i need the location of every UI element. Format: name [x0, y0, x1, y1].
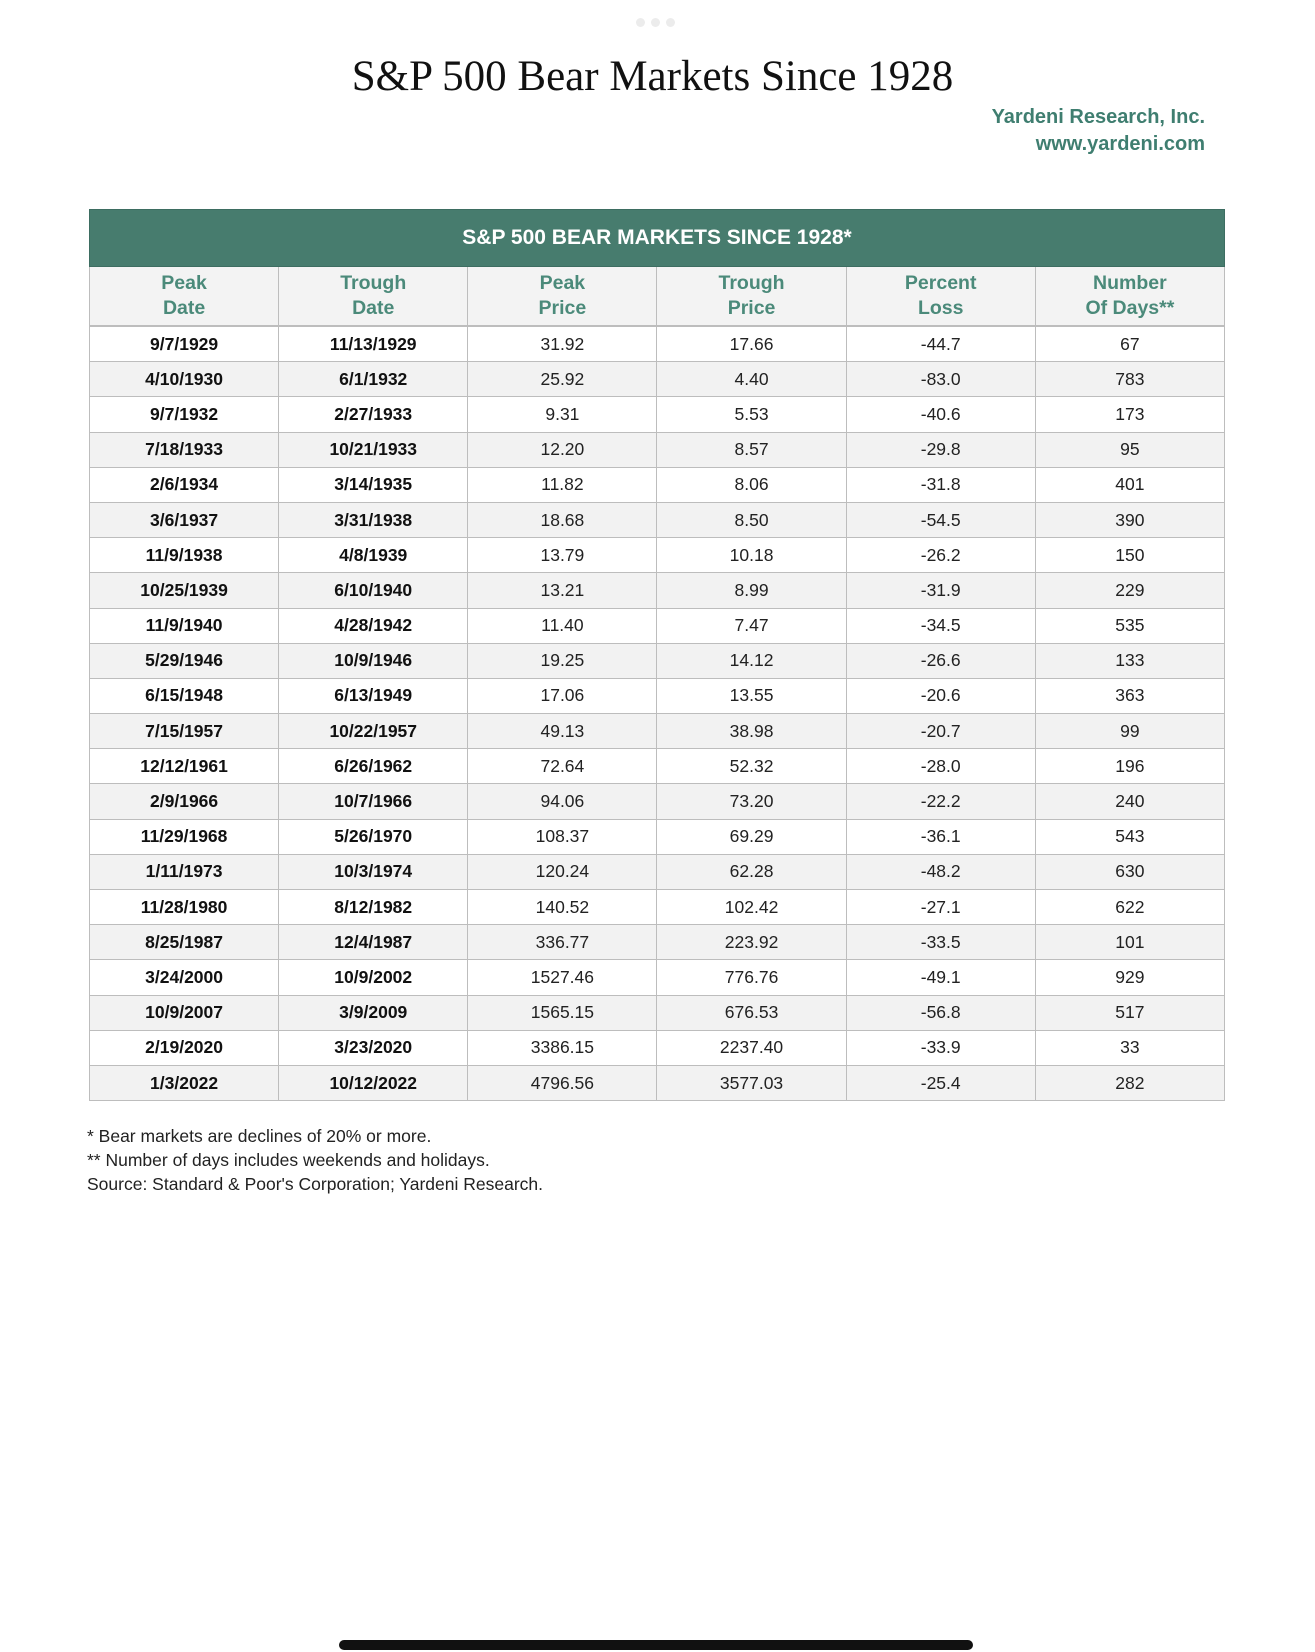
- cell-trough-price: 38.98: [657, 714, 846, 749]
- cell-trough-date: 11/13/1929: [279, 326, 468, 362]
- cell-percent-loss: -20.6: [846, 678, 1035, 713]
- cell-number-of-days: 390: [1035, 502, 1224, 537]
- cell-number-of-days: 401: [1035, 467, 1224, 502]
- footnotes: [87, 1124, 543, 1196]
- cell-peak-price: 108.37: [468, 819, 657, 854]
- cell-trough-price: 17.66: [657, 326, 846, 362]
- cell-peak-price: 336.77: [468, 925, 657, 960]
- cell-trough-date: 10/22/1957: [279, 714, 468, 749]
- cell-number-of-days: 101: [1035, 925, 1224, 960]
- cell-number-of-days: 622: [1035, 890, 1224, 925]
- cell-peak-price: 31.92: [468, 326, 657, 362]
- cell-number-of-days: 33: [1035, 1030, 1224, 1065]
- cell-peak-date: 2/6/1934: [90, 467, 279, 502]
- cell-peak-price: 9.31: [468, 397, 657, 432]
- table-row: [90, 573, 1225, 608]
- cell-percent-loss: -83.0: [846, 362, 1035, 397]
- column-header-line: Price: [538, 297, 587, 319]
- table-row: [90, 819, 1225, 854]
- cell-trough-date: 3/14/1935: [279, 467, 468, 502]
- cell-number-of-days: 99: [1035, 714, 1224, 749]
- cell-peak-price: 94.06: [468, 784, 657, 819]
- table-row: [90, 890, 1225, 925]
- cell-percent-loss: -28.0: [846, 749, 1035, 784]
- cell-peak-date: 2/9/1966: [90, 784, 279, 819]
- cell-percent-loss: -36.1: [846, 819, 1035, 854]
- table-row: [90, 432, 1225, 467]
- cell-percent-loss: -31.9: [846, 573, 1035, 608]
- column-header-line: Date: [162, 297, 206, 319]
- column-header-trough-date: [279, 267, 468, 327]
- cell-trough-price: 8.06: [657, 467, 846, 502]
- cell-trough-date: 4/28/1942: [279, 608, 468, 643]
- cell-peak-date: 3/6/1937: [90, 502, 279, 537]
- cell-trough-price: 52.32: [657, 749, 846, 784]
- table-row: [90, 397, 1225, 432]
- bear-markets-table: [89, 209, 1225, 1101]
- cell-peak-date: 8/25/1987: [90, 925, 279, 960]
- cell-peak-price: 1565.15: [468, 995, 657, 1030]
- column-header-line: Trough: [718, 272, 785, 294]
- column-header-number-of-days: [1035, 267, 1224, 327]
- cell-number-of-days: 173: [1035, 397, 1224, 432]
- cell-trough-price: 13.55: [657, 678, 846, 713]
- table-row: [90, 1030, 1225, 1065]
- column-header-trough-price: [657, 267, 846, 327]
- table-row: [90, 502, 1225, 537]
- cell-trough-date: 12/4/1987: [279, 925, 468, 960]
- table-row: [90, 362, 1225, 397]
- cell-peak-date: 7/18/1933: [90, 432, 279, 467]
- cell-peak-date: 10/9/2007: [90, 995, 279, 1030]
- column-header-line: Price: [727, 297, 776, 319]
- cell-peak-price: 12.20: [468, 432, 657, 467]
- cell-peak-price: 49.13: [468, 714, 657, 749]
- cell-number-of-days: 363: [1035, 678, 1224, 713]
- brand-name: Yardeni Research, Inc.: [991, 106, 1205, 128]
- column-header-line: Number: [1093, 272, 1167, 294]
- cell-percent-loss: -49.1: [846, 960, 1035, 995]
- cell-number-of-days: 95: [1035, 432, 1224, 467]
- footnote-days: ** Number of days includes weekends and holidays.: [87, 1150, 490, 1170]
- cell-trough-price: 8.57: [657, 432, 846, 467]
- cell-percent-loss: -54.5: [846, 502, 1035, 537]
- table-row: [90, 960, 1225, 995]
- table-body: [90, 326, 1225, 1101]
- cell-peak-price: 18.68: [468, 502, 657, 537]
- cell-percent-loss: -31.8: [846, 467, 1035, 502]
- table-row: [90, 678, 1225, 713]
- cell-trough-price: 73.20: [657, 784, 846, 819]
- cell-trough-date: 3/31/1938: [279, 502, 468, 537]
- cell-trough-date: 10/3/1974: [279, 854, 468, 889]
- cell-percent-loss: -26.2: [846, 538, 1035, 573]
- cell-peak-price: 1527.46: [468, 960, 657, 995]
- table-row: [90, 854, 1225, 889]
- cell-percent-loss: -29.8: [846, 432, 1035, 467]
- cell-peak-date: 1/3/2022: [90, 1065, 279, 1100]
- cell-trough-price: 10.18: [657, 538, 846, 573]
- cell-peak-date: 10/25/1939: [90, 573, 279, 608]
- cell-peak-price: 13.21: [468, 573, 657, 608]
- cell-trough-price: 7.47: [657, 608, 846, 643]
- cell-percent-loss: -48.2: [846, 854, 1035, 889]
- cell-peak-date: 9/7/1929: [90, 326, 279, 362]
- cell-trough-date: 5/26/1970: [279, 819, 468, 854]
- cell-percent-loss: -27.1: [846, 890, 1035, 925]
- column-header-line: Loss: [917, 297, 964, 319]
- table-row: [90, 749, 1225, 784]
- cell-trough-date: 6/26/1962: [279, 749, 468, 784]
- cell-number-of-days: 133: [1035, 643, 1224, 678]
- cell-trough-date: 10/21/1933: [279, 432, 468, 467]
- cell-trough-price: 3577.03: [657, 1065, 846, 1100]
- cell-percent-loss: -56.8: [846, 995, 1035, 1030]
- cell-trough-price: 5.53: [657, 397, 846, 432]
- table-row: [90, 714, 1225, 749]
- page-indicator-dots: [636, 18, 675, 27]
- cell-trough-date: 6/13/1949: [279, 678, 468, 713]
- cell-number-of-days: 240: [1035, 784, 1224, 819]
- table-row: [90, 608, 1225, 643]
- cell-percent-loss: -25.4: [846, 1065, 1035, 1100]
- cell-peak-price: 140.52: [468, 890, 657, 925]
- cell-trough-date: 8/12/1982: [279, 890, 468, 925]
- cell-trough-date: 6/10/1940: [279, 573, 468, 608]
- cell-trough-price: 102.42: [657, 890, 846, 925]
- cell-peak-date: 12/12/1961: [90, 749, 279, 784]
- cell-trough-price: 2237.40: [657, 1030, 846, 1065]
- cell-number-of-days: 543: [1035, 819, 1224, 854]
- column-header-line: Of Days**: [1085, 297, 1175, 319]
- cell-peak-price: 17.06: [468, 678, 657, 713]
- cell-percent-loss: -33.5: [846, 925, 1035, 960]
- cell-trough-date: 3/9/2009: [279, 995, 468, 1030]
- cell-trough-price: 69.29: [657, 819, 846, 854]
- cell-percent-loss: -26.6: [846, 643, 1035, 678]
- cell-number-of-days: 67: [1035, 326, 1224, 362]
- footnote-source: Source: Standard & Poor's Corporation; Yardeni Research.: [87, 1174, 543, 1194]
- column-header-line: Percent: [904, 272, 977, 294]
- table-caption: S&P 500 BEAR MARKETS SINCE 1928*: [90, 210, 1225, 267]
- cell-peak-price: 72.64: [468, 749, 657, 784]
- table-row: [90, 467, 1225, 502]
- cell-peak-date: 3/24/2000: [90, 960, 279, 995]
- cell-peak-date: 1/11/1973: [90, 854, 279, 889]
- cell-number-of-days: 196: [1035, 749, 1224, 784]
- cell-trough-price: 62.28: [657, 854, 846, 889]
- cell-peak-date: 2/19/2020: [90, 1030, 279, 1065]
- cell-peak-price: 4796.56: [468, 1065, 657, 1100]
- cell-trough-date: 10/12/2022: [279, 1065, 468, 1100]
- column-header-line: Date: [352, 297, 395, 319]
- cell-trough-price: 4.40: [657, 362, 846, 397]
- brand-url: www.yardeni.com: [1035, 133, 1205, 155]
- column-header-line: Peak: [161, 272, 207, 294]
- cell-peak-price: 11.40: [468, 608, 657, 643]
- page-title: [0, 52, 1315, 101]
- cell-percent-loss: -34.5: [846, 608, 1035, 643]
- cell-peak-date: 11/9/1940: [90, 608, 279, 643]
- cell-trough-date: 4/8/1939: [279, 538, 468, 573]
- cell-percent-loss: -22.2: [846, 784, 1035, 819]
- cell-percent-loss: -40.6: [846, 397, 1035, 432]
- cell-number-of-days: 630: [1035, 854, 1224, 889]
- page-title-text: S&P 500 Bear Markets Since 1928: [351, 53, 954, 100]
- cell-trough-price: 8.99: [657, 573, 846, 608]
- cell-peak-date: 11/29/1968: [90, 819, 279, 854]
- cell-trough-date: 10/9/1946: [279, 643, 468, 678]
- cell-peak-price: 120.24: [468, 854, 657, 889]
- cell-trough-price: 14.12: [657, 643, 846, 678]
- column-header-line: Trough: [340, 272, 407, 294]
- table-row: [90, 326, 1225, 362]
- cell-percent-loss: -20.7: [846, 714, 1035, 749]
- table-row: [90, 925, 1225, 960]
- cell-peak-date: 9/7/1932: [90, 397, 279, 432]
- cell-number-of-days: 150: [1035, 538, 1224, 573]
- cell-peak-date: 11/9/1938: [90, 538, 279, 573]
- cell-trough-price: 8.50: [657, 502, 846, 537]
- cell-peak-price: 11.82: [468, 467, 657, 502]
- cell-percent-loss: -33.9: [846, 1030, 1035, 1065]
- cell-peak-date: 4/10/1930: [90, 362, 279, 397]
- column-header-line: Peak: [539, 272, 586, 294]
- cell-trough-date: 2/27/1933: [279, 397, 468, 432]
- column-header-row: [90, 267, 1225, 327]
- table-row: [90, 784, 1225, 819]
- footnote-bear-definition: * Bear markets are declines of 20% or more.: [87, 1126, 432, 1146]
- cell-number-of-days: 282: [1035, 1065, 1224, 1100]
- cell-trough-price: 223.92: [657, 925, 846, 960]
- cell-peak-date: 6/15/1948: [90, 678, 279, 713]
- cell-number-of-days: 229: [1035, 573, 1224, 608]
- table-row: [90, 538, 1225, 573]
- cell-percent-loss: -44.7: [846, 326, 1035, 362]
- cell-peak-price: 13.79: [468, 538, 657, 573]
- cell-peak-price: 25.92: [468, 362, 657, 397]
- cell-number-of-days: 517: [1035, 995, 1224, 1030]
- cell-trough-price: 776.76: [657, 960, 846, 995]
- cell-trough-date: 10/9/2002: [279, 960, 468, 995]
- column-header-peak-price: [468, 267, 657, 327]
- brand-block: [992, 104, 1205, 158]
- cell-trough-price: 676.53: [657, 995, 846, 1030]
- home-indicator-bar[interactable]: [339, 1640, 973, 1650]
- table-row: [90, 995, 1225, 1030]
- column-header-percent-loss: [846, 267, 1035, 327]
- cell-peak-price: 3386.15: [468, 1030, 657, 1065]
- cell-trough-date: 3/23/2020: [279, 1030, 468, 1065]
- cell-peak-date: 7/15/1957: [90, 714, 279, 749]
- table-row: [90, 643, 1225, 678]
- column-header-peak-date: [90, 267, 279, 327]
- cell-number-of-days: 929: [1035, 960, 1224, 995]
- table-row: [90, 1065, 1225, 1100]
- cell-peak-date: 5/29/1946: [90, 643, 279, 678]
- cell-peak-date: 11/28/1980: [90, 890, 279, 925]
- cell-number-of-days: 535: [1035, 608, 1224, 643]
- cell-number-of-days: 783: [1035, 362, 1224, 397]
- cell-trough-date: 10/7/1966: [279, 784, 468, 819]
- cell-trough-date: 6/1/1932: [279, 362, 468, 397]
- cell-peak-price: 19.25: [468, 643, 657, 678]
